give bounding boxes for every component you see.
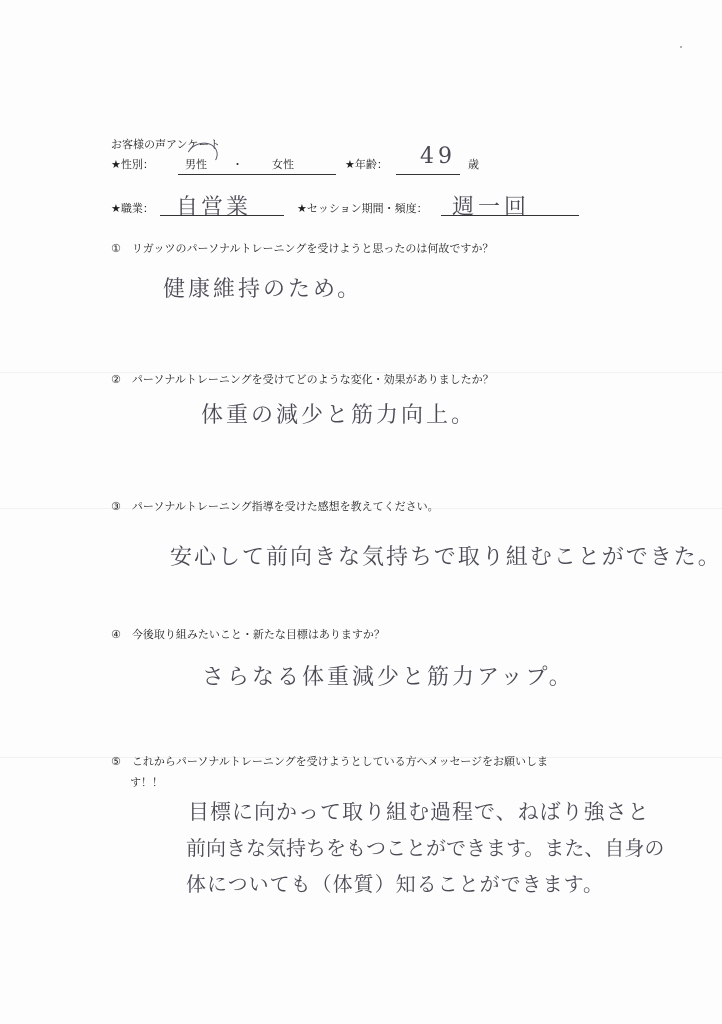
- answer-4-line-1: さらなる体重減少と筋力アップ。: [202, 665, 574, 690]
- age-answer: 49: [420, 144, 456, 169]
- age-field-line: [396, 174, 460, 175]
- occupation-field-line: [160, 215, 284, 216]
- question-5: ⑤ これからパーソナルトレーニングを受けようとしている方へメッセージをお願いしま: [111, 755, 548, 768]
- paper-speck: [680, 46, 682, 48]
- answer-5-line-1: 目標に向かって取り組む過程で、ねばり強さと: [188, 800, 650, 824]
- question-2: ② パーソナルトレーニングを受けてどのような変化・効果がありましたか？: [111, 373, 494, 386]
- age-label: ★年齢：: [345, 158, 388, 171]
- form-title: お客様の声アンケート: [111, 138, 221, 151]
- answer-3-line-1: 安心して前向きな気持ちで取り組むことができた。: [170, 545, 722, 570]
- question-5-continued: す！！: [130, 776, 163, 789]
- occupation-label: ★職業：: [111, 202, 154, 215]
- age-unit: 歳: [468, 158, 479, 171]
- question-1: ① リガッツのパーソナルトレーニングを受けようと思ったのは何故ですか？: [111, 242, 494, 255]
- gender-label: ★性別：: [111, 158, 154, 171]
- answer-5-line-3: 体についても（体質）知ることができます。: [186, 872, 604, 896]
- occupation-answer: 自営業: [176, 195, 252, 220]
- answer-2-line-1: 体重の減少と筋力向上。: [201, 403, 477, 428]
- gender-field-line: [178, 174, 336, 175]
- answer-5-line-2: 前向きな気持ちをもつことができます。また、自身の: [186, 836, 665, 860]
- session-field-line: [441, 215, 579, 216]
- gender-male-option: 男性: [185, 158, 207, 171]
- session-label: ★セッション期間・頻度：: [297, 202, 428, 215]
- session-answer: 週一回: [452, 195, 531, 220]
- gender-separator: ・: [232, 158, 243, 171]
- question-4: ④ 今後取り組みたいこと・新たな目標はありますか？: [111, 628, 385, 641]
- question-3: ③ パーソナルトレーニング指導を受けた感想を教えてください。: [111, 500, 439, 513]
- gender-female-option: 女性: [272, 158, 294, 171]
- answer-1-line-1: 健康維持のため。: [163, 277, 363, 302]
